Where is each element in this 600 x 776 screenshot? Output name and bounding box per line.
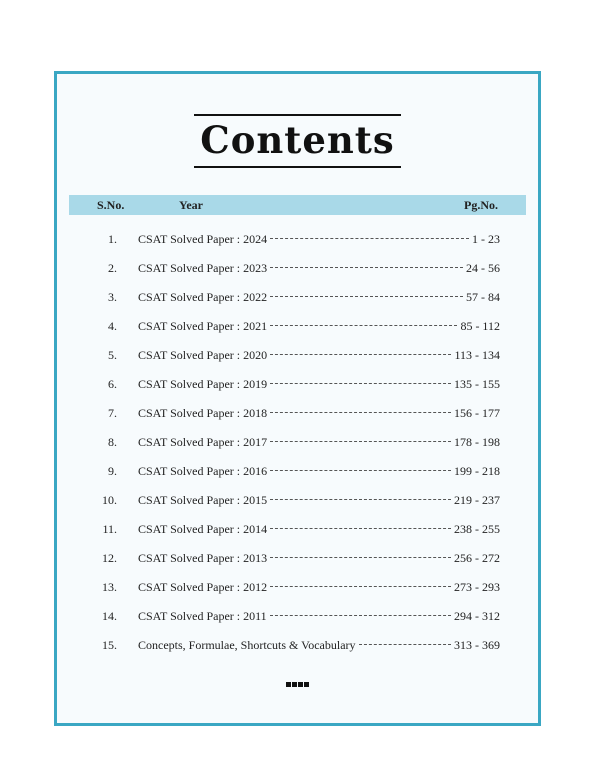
row-number: 14. xyxy=(102,609,117,623)
row-number: 5. xyxy=(108,348,117,362)
contents-frame xyxy=(54,71,541,726)
row-entry xyxy=(138,348,500,363)
header-sno: S.No. xyxy=(97,198,125,212)
row-label: CSAT Solved Paper : 2022 xyxy=(138,290,268,304)
row-number: 12. xyxy=(102,551,117,565)
row-entry xyxy=(138,493,500,508)
row-label: Concepts, Formulae, Shortcuts & Vocabulary xyxy=(138,638,356,652)
row-pages: 85 - 112 xyxy=(460,319,500,333)
row-pages: 256 - 272 xyxy=(454,551,500,565)
dash-leader xyxy=(270,557,451,558)
row-label: CSAT Solved Paper : 2012 xyxy=(138,580,268,594)
row-pages: 57 - 84 xyxy=(466,290,500,304)
row-entry xyxy=(138,551,500,566)
end-square-icon xyxy=(298,682,303,687)
dash-leader xyxy=(270,586,451,587)
row-label: CSAT Solved Paper : 2018 xyxy=(138,406,268,420)
row-label: CSAT Solved Paper : 2014 xyxy=(138,522,268,536)
contents-row xyxy=(57,487,538,516)
row-entry xyxy=(138,435,500,450)
contents-row xyxy=(57,516,538,545)
dash-leader xyxy=(270,412,451,413)
dash-leader xyxy=(270,528,451,529)
contents-row xyxy=(57,255,538,284)
row-entry xyxy=(138,464,500,479)
row-number: 9. xyxy=(108,464,117,478)
row-pages: 156 - 177 xyxy=(454,406,500,420)
contents-row xyxy=(57,632,538,661)
row-pages: 313 - 369 xyxy=(454,638,500,652)
end-square-icon xyxy=(304,682,309,687)
row-entry xyxy=(138,638,500,653)
end-square-icon xyxy=(286,682,291,687)
row-label: CSAT Solved Paper : 2023 xyxy=(138,261,268,275)
row-entry xyxy=(138,232,500,247)
end-marker xyxy=(57,672,538,691)
row-pages: 113 - 134 xyxy=(454,348,500,362)
header-page: Pg.No. xyxy=(464,198,498,212)
contents-row xyxy=(57,574,538,603)
contents-row xyxy=(57,342,538,371)
row-pages: 1 - 23 xyxy=(472,232,500,246)
header-year: Year xyxy=(179,198,203,212)
row-number: 13. xyxy=(102,580,117,594)
contents-row xyxy=(57,429,538,458)
row-entry xyxy=(138,290,500,305)
row-number: 1. xyxy=(108,232,117,246)
contents-row xyxy=(57,400,538,429)
row-label: CSAT Solved Paper : 2015 xyxy=(138,493,268,507)
dash-leader xyxy=(270,615,451,616)
contents-list xyxy=(57,226,538,661)
row-number: 11. xyxy=(102,522,117,536)
row-number: 3. xyxy=(108,290,117,304)
dash-leader xyxy=(270,470,451,471)
row-pages: 294 - 312 xyxy=(454,609,500,623)
row-entry xyxy=(138,609,500,624)
dash-leader xyxy=(270,383,451,384)
row-label: CSAT Solved Paper : 2013 xyxy=(138,551,268,565)
contents-row xyxy=(57,226,538,255)
dash-leader xyxy=(270,267,463,268)
row-label: CSAT Solved Paper : 2016 xyxy=(138,464,268,478)
row-label: CSAT Solved Paper : 2024 xyxy=(138,232,268,246)
dash-leader xyxy=(270,499,451,500)
row-pages: 219 - 237 xyxy=(454,493,500,507)
row-entry xyxy=(138,406,500,421)
title-block xyxy=(57,114,538,168)
row-pages: 273 - 293 xyxy=(454,580,500,594)
row-entry xyxy=(138,319,500,334)
row-entry xyxy=(138,522,500,537)
dash-leader xyxy=(270,325,457,326)
table-header xyxy=(69,195,526,215)
row-entry xyxy=(138,261,500,276)
row-pages: 135 - 155 xyxy=(454,377,500,391)
dash-leader xyxy=(359,644,451,645)
row-number: 7. xyxy=(108,406,117,420)
row-label: CSAT Solved Paper : 2017 xyxy=(138,435,268,449)
row-label: CSAT Solved Paper : 2011 xyxy=(138,609,267,623)
row-pages: 238 - 255 xyxy=(454,522,500,536)
dash-leader xyxy=(270,441,451,442)
title-rule-box xyxy=(194,114,400,168)
row-number: 8. xyxy=(108,435,117,449)
row-pages: 24 - 56 xyxy=(466,261,500,275)
row-label: CSAT Solved Paper : 2020 xyxy=(138,348,268,362)
contents-row xyxy=(57,545,538,574)
row-number: 6. xyxy=(108,377,117,391)
end-square-icon xyxy=(292,682,297,687)
row-entry xyxy=(138,377,500,392)
row-number: 2. xyxy=(108,261,117,275)
contents-row xyxy=(57,313,538,342)
dash-leader xyxy=(270,354,451,355)
dash-leader xyxy=(270,238,469,239)
page-title: Contents xyxy=(200,118,395,162)
row-number: 15. xyxy=(102,638,117,652)
row-label: CSAT Solved Paper : 2021 xyxy=(138,319,268,333)
contents-row xyxy=(57,603,538,632)
contents-row xyxy=(57,284,538,313)
dash-leader xyxy=(270,296,463,297)
row-pages: 199 - 218 xyxy=(454,464,500,478)
row-entry xyxy=(138,580,500,595)
row-number: 4. xyxy=(108,319,117,333)
row-pages: 178 - 198 xyxy=(454,435,500,449)
row-number: 10. xyxy=(102,493,117,507)
row-label: CSAT Solved Paper : 2019 xyxy=(138,377,268,391)
contents-row xyxy=(57,458,538,487)
contents-row xyxy=(57,371,538,400)
